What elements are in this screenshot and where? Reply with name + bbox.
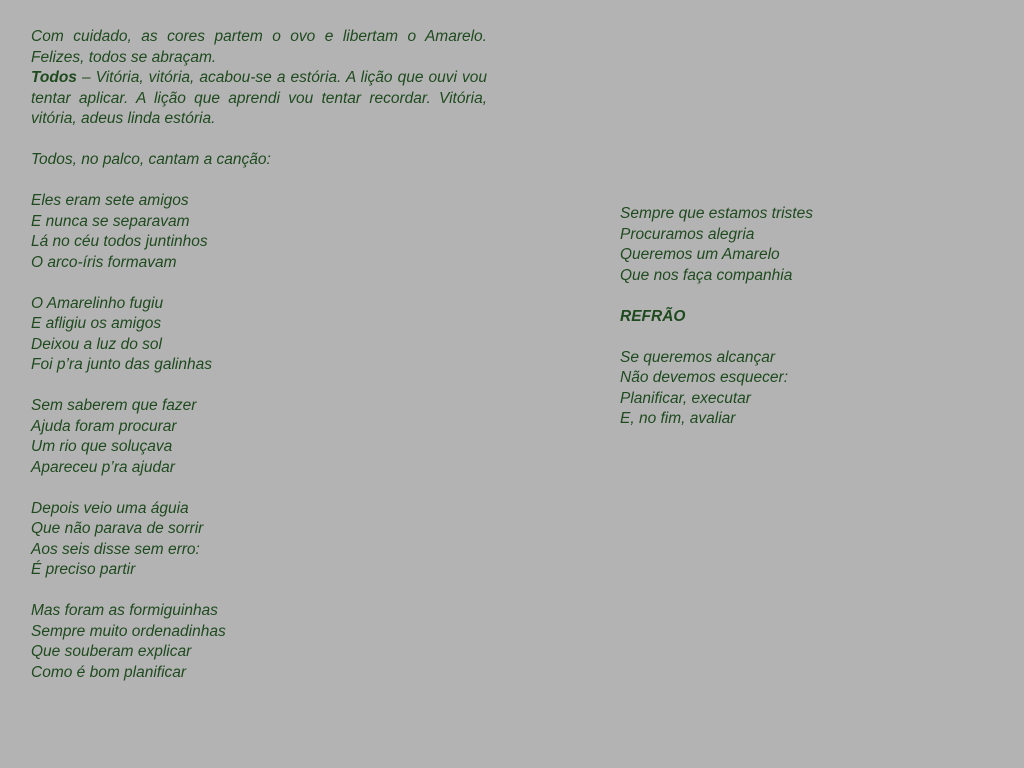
lyric-line: Que nos faça companhia [620, 266, 793, 284]
lyric-line: Um rio que soluçava [31, 438, 173, 455]
lyric-line: E, no fim, avaliar [620, 410, 736, 427]
lyric-line: Se queremos alcançar [620, 348, 776, 366]
lyric-line: Planificar, executar [620, 389, 751, 407]
lyric-line: Deixou a luz do sol [31, 335, 162, 353]
lyric-line: Queremos um Amarelo [620, 246, 780, 263]
song-stanza-4 [31, 499, 487, 581]
lyric-line: Sem saberem que fazer [31, 397, 197, 414]
lyric-line: Apareceu p’ra ajudar [31, 458, 175, 476]
lyric-line: Lá no céu todos juntinhos [31, 233, 208, 250]
lyric-line: É preciso partir [31, 561, 136, 578]
intro-paragraph-2 [31, 68, 487, 130]
left-column [31, 27, 487, 704]
song-stanza-7 [620, 348, 1000, 430]
speaker-line: – Vitória, vitória, acabou-se a estória. A lição que ouvi vou tentar aplicar. A lição que aprendi vou tentar recordar. Vitória, vitória, adeus linda estória. [31, 69, 487, 127]
lyric-line: Mas foram as formiguinhas [31, 602, 218, 619]
refrain-label: REFRÃO [620, 307, 686, 325]
right-column [620, 204, 1000, 450]
song-stanza-2 [31, 294, 487, 376]
speaker-label: Todos [31, 69, 77, 86]
lyric-line: Que souberam explicar [31, 643, 192, 660]
lyric-line: O Amarelinho fugiu [31, 294, 164, 312]
song-stanza-1 [31, 191, 487, 273]
lyric-line: Ajuda foram procurar [31, 417, 177, 435]
lyric-line: Como é bom planificar [31, 663, 187, 681]
lyric-line: O arco-íris formavam [31, 253, 177, 271]
lyric-line: Sempre muito ordenadinhas [31, 622, 226, 640]
lyric-line: Sempre que estamos tristes [620, 205, 813, 222]
intro-paragraph-1: Com cuidado, as cores partem o ovo e libertam o Amarelo. Felizes, todos se abraçam. [31, 28, 487, 66]
spacer [31, 130, 487, 151]
lyric-line: Procuramos alegria [620, 225, 755, 243]
refrain-block [620, 307, 1000, 328]
song-stanza-6 [620, 204, 1000, 286]
spacer [31, 171, 487, 192]
lyric-line: Aos seis disse sem erro: [31, 540, 200, 558]
stage-direction: Todos, no palco, cantam a canção: [31, 151, 271, 168]
lyric-line: Foi p’ra junto das galinhas [31, 356, 212, 373]
song-stanza-5 [31, 601, 487, 683]
lyric-line: Não devemos esquecer: [620, 369, 789, 386]
song-stanza-3 [31, 396, 487, 478]
lyric-line: Depois veio uma águia [31, 499, 189, 517]
lyric-line: Que não parava de sorrir [31, 520, 204, 537]
lyric-line: E afligiu os amigos [31, 315, 162, 332]
lyric-line: Eles eram sete amigos [31, 192, 189, 209]
lyric-line: E nunca se separavam [31, 212, 190, 230]
